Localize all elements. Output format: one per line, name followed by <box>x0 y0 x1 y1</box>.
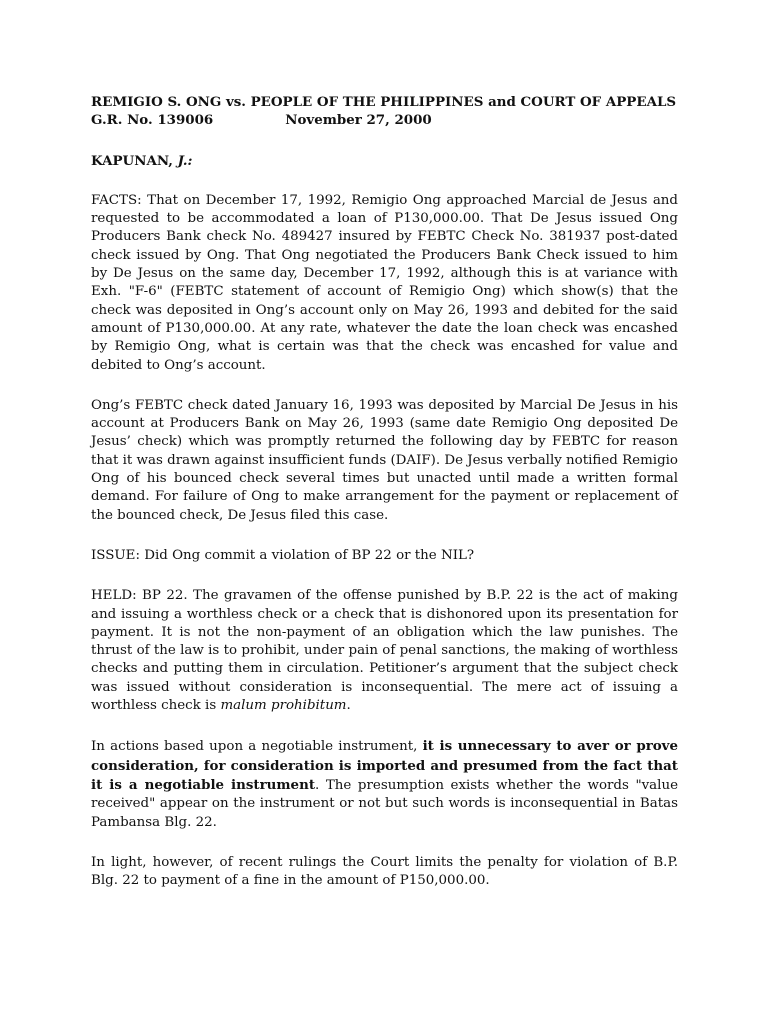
negotiable-bold-rule: it is unnecessary to aver or prove consideration, for consideration is imported and presumed from the fact that it is a negotiable instrument <box>91 738 678 793</box>
facts-paragraph: FACTS: That on December 17, 1992, Remigio Ong approached Marcial de Jesus and requested to be accommodated a loan of P130,000.00. That De Jesus issued Ong Producers Bank check No. 489427 insured by FEBTC Check No. 381937 post-dated check issued by Ong. That Ong negotiated the Producers Bank Check issued to him by De Jesus on the same day, December 17, 1992, although this is at variance with Exh. "F-6" (FEBTC statement of account of Remigio Ong) which show(s) that the check was deposited in Ong’s account only on May 26, 1993 and debited for the said amount of P130,000.00. At any rate, whatever the date the loan check was encashed by Remigio Ong, what is certain was that the check was encashed for value and debited to Ong’s account. <box>91 192 678 373</box>
held-text: HELD: BP 22. The gravamen of the offense punished by B.P. 22 is the act of making and issuing a worthless check or a check that is dishonored upon its presentation for payment. It is not the non-payment of an obligation which the law punishes. The thrust of the law is to prohibit, under pain of penal sanctions, the making of worthless checks and putting them in circulation. Petitioner’s argument that the subject check was issued without consideration is inconsequential. The mere act of issuing a worthless check is <box>91 588 678 714</box>
case-title: REMIGIO S. ONG vs. PEOPLE OF THE PHILIPPINES and COURT OF APPEALS <box>91 94 677 110</box>
conclusion-paragraph: In light, however, of recent rulings the Court limits the penalty for violation of B.P. Blg. 22 to payment of a fine in the amount of P150,000.00. <box>91 854 678 889</box>
negotiable-instrument-paragraph <box>91 737 678 831</box>
gr-number: G.R. No. 139006 <box>91 112 214 129</box>
ponente-suffix: J.: <box>177 152 193 169</box>
case-citation-line <box>91 111 678 129</box>
held-end: . <box>346 698 351 714</box>
negotiable-lead: In actions based upon a negotiable instrument, <box>91 739 423 755</box>
case-caption <box>91 93 678 130</box>
held-italic-term: malum prohibitum <box>220 698 347 714</box>
held-paragraph <box>91 587 678 715</box>
ponente <box>91 152 678 170</box>
ponente-name: KAPUNAN, <box>91 152 173 169</box>
issue-paragraph: ISSUE: Did Ong commit a violation of BP 22 or the NIL? <box>91 547 475 563</box>
facts-paragraph-2: Ong’s FEBTC check dated January 16, 1993 was deposited by Marcial De Jesus in his account at Producers Bank on May 26, 1993 (same date Remigio Ong deposited De Jesus’ check) which was promptly returned the following day by FEBTC for reason that it was drawn against insufficient funds (DAIF). De Jesus verbally notified Remigio Ong of his bounced check several times but unacted until made a written formal demand. For failure of Ong to make arrangement for the payment or replacement of the bounced check, De Jesus filed this case. <box>91 397 678 523</box>
decision-date: November 27, 2000 <box>285 112 432 129</box>
negotiable-rest: . The presumption exists whether the words "value received" appear on the instrument or not but such words is inconsequential in Batas Pambansa Blg. 22. <box>91 777 678 830</box>
